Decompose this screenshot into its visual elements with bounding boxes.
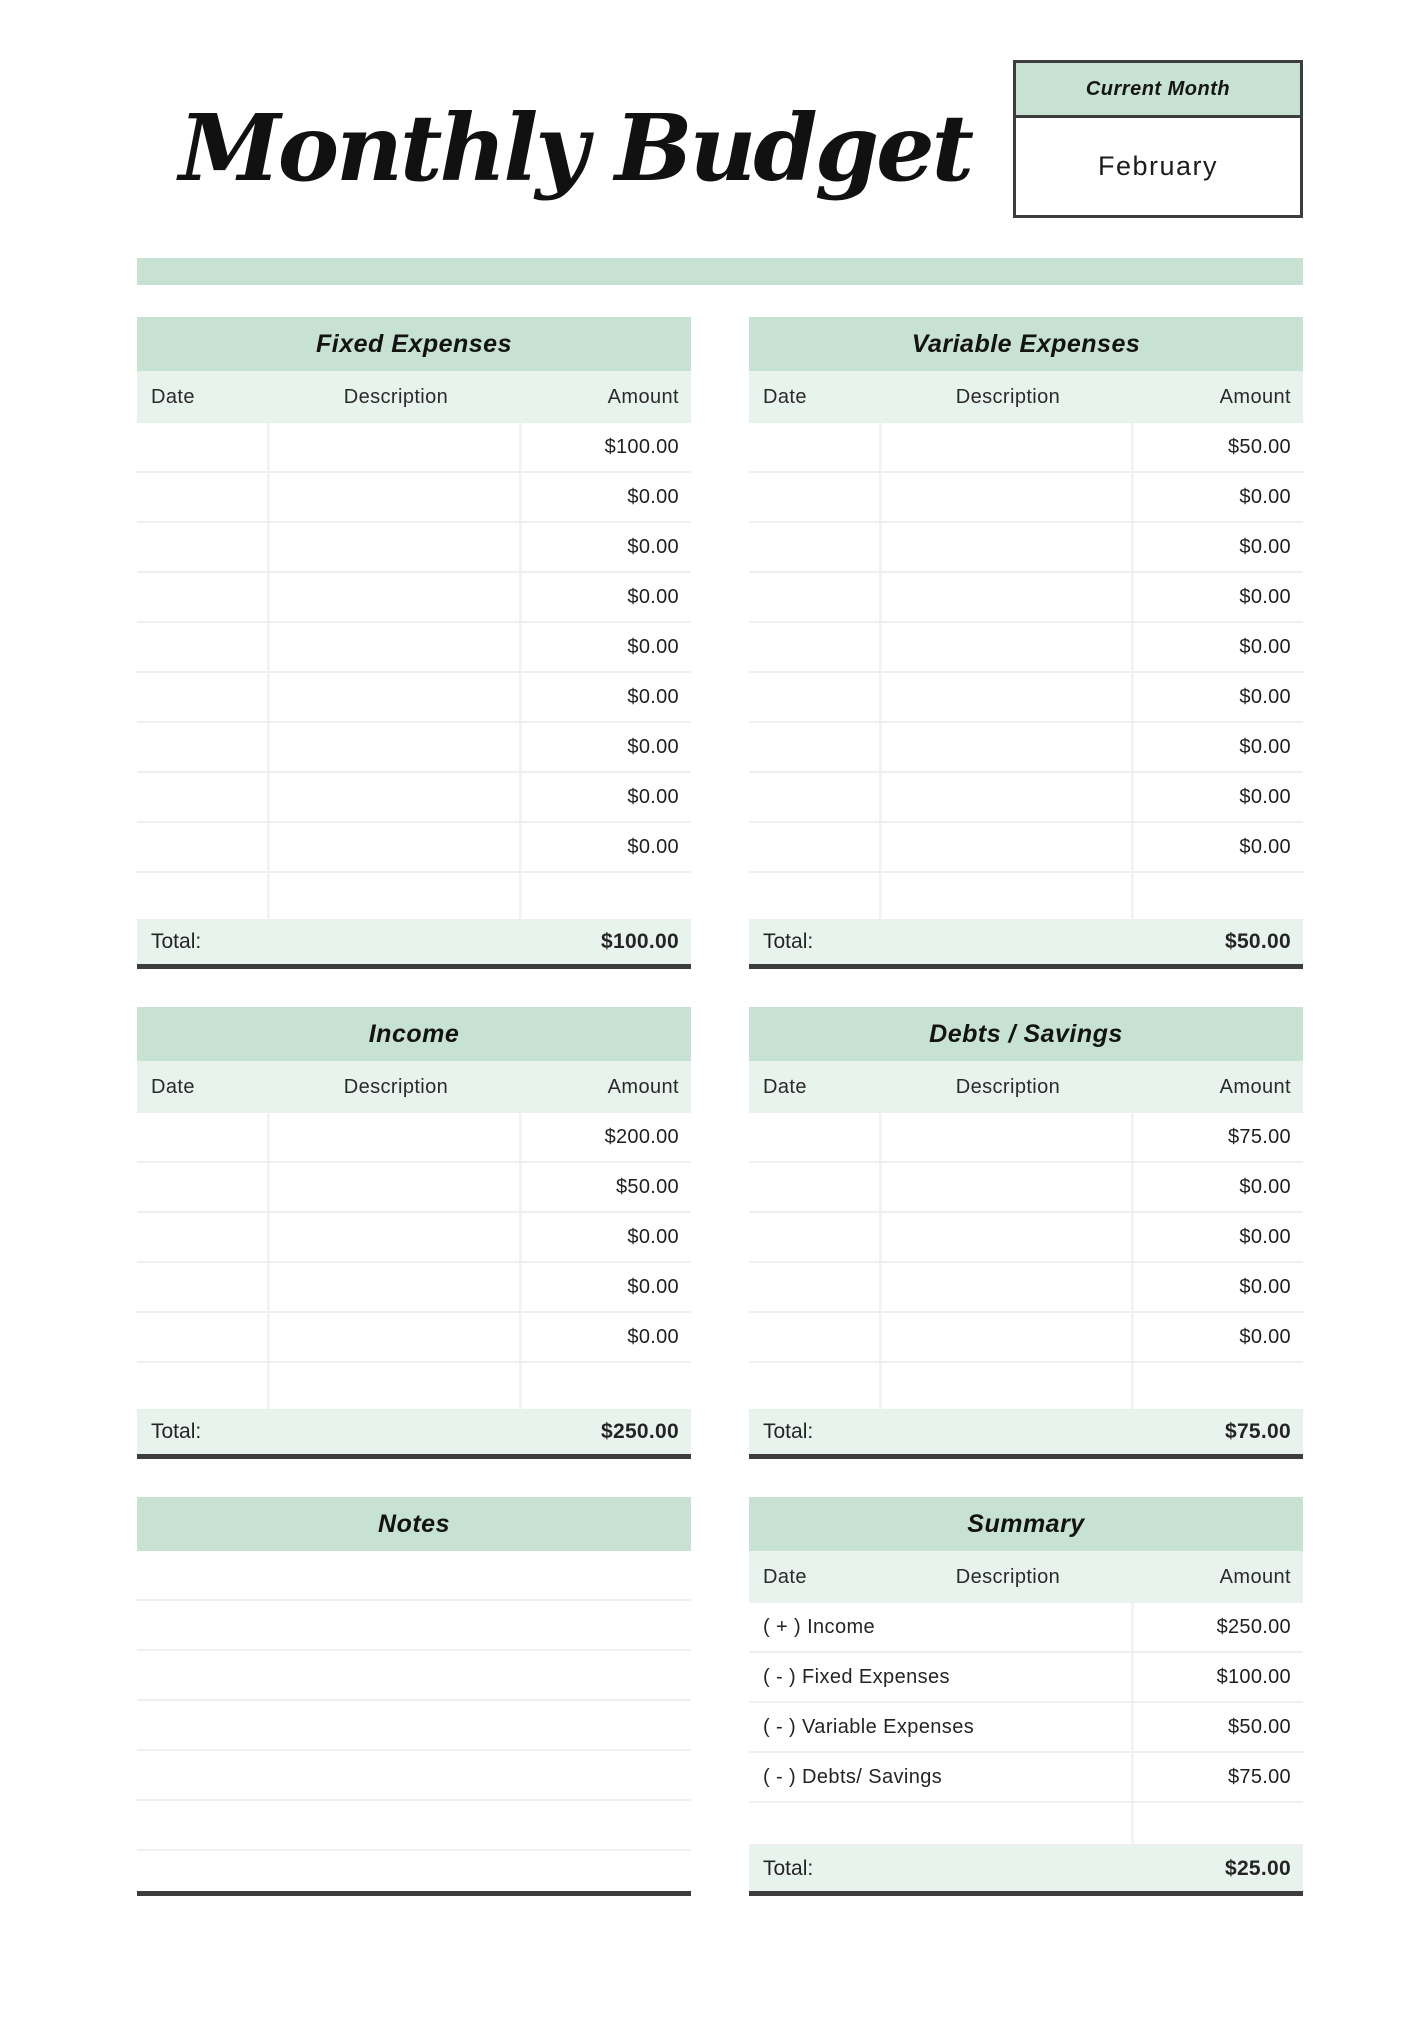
- description-cell[interactable]: [270, 723, 522, 771]
- date-cell[interactable]: [137, 1313, 270, 1361]
- table-row: [137, 1213, 691, 1263]
- total-row: [137, 1409, 691, 1459]
- description-cell[interactable]: [882, 573, 1134, 621]
- table-row: [749, 673, 1303, 723]
- date-cell[interactable]: [749, 1163, 882, 1211]
- table-row: [137, 1263, 691, 1313]
- description-column-header: Description: [343, 385, 449, 408]
- note-line[interactable]: [137, 1601, 691, 1651]
- table-subheader: [749, 1551, 1303, 1603]
- fixed-expenses-table: [137, 317, 691, 969]
- section-title: Debts / Savings: [749, 1007, 1303, 1061]
- summary-table: [749, 1497, 1303, 1896]
- amount-cell[interactable]: $0.00: [1239, 735, 1291, 758]
- table-row: [749, 1163, 1303, 1213]
- description-column-header: Description: [955, 1075, 1061, 1098]
- amount-cell[interactable]: [1134, 873, 1303, 919]
- summary-total-amount: $25.00: [1224, 1856, 1291, 1880]
- description-cell[interactable]: [270, 1113, 522, 1161]
- note-line[interactable]: [137, 1751, 691, 1801]
- section-title: Variable Expenses: [749, 317, 1303, 371]
- description-cell[interactable]: [882, 1313, 1134, 1361]
- amount-cell[interactable]: $0.00: [1239, 1225, 1291, 1248]
- date-cell[interactable]: [749, 773, 882, 821]
- amount-column-header: Amount: [1219, 1565, 1291, 1588]
- table-empty-row: [749, 873, 1303, 919]
- divider-bar: [137, 258, 1303, 285]
- summary-row-amount: $100.00: [1216, 1665, 1291, 1688]
- description-cell[interactable]: [882, 1213, 1134, 1261]
- amount-cell[interactable]: $50.00: [616, 1175, 679, 1198]
- table-row: [137, 523, 691, 573]
- amount-cell[interactable]: $50.00: [1228, 435, 1291, 458]
- table-row: [137, 1313, 691, 1363]
- tables-grid: [137, 317, 1303, 1896]
- date-cell[interactable]: [137, 423, 270, 471]
- description-cell[interactable]: [270, 523, 522, 571]
- date-cell[interactable]: [137, 723, 270, 771]
- description-cell[interactable]: [270, 1263, 522, 1311]
- notes-title: Notes: [137, 1497, 691, 1551]
- variable-expenses-table: [749, 317, 1303, 969]
- table-empty-row: [137, 1363, 691, 1409]
- total-amount: $250.00: [600, 1419, 679, 1443]
- date-cell[interactable]: [137, 773, 270, 821]
- amount-cell[interactable]: $0.00: [1239, 785, 1291, 808]
- amount-cell[interactable]: $0.00: [627, 585, 679, 608]
- summary-row-label: ( - ) Variable Expenses: [749, 1703, 1134, 1751]
- date-column-header: Date: [151, 385, 195, 408]
- total-row: [749, 919, 1303, 969]
- amount-cell[interactable]: $0.00: [627, 1325, 679, 1348]
- table-row: [749, 773, 1303, 823]
- notes-lines: [137, 1551, 691, 1896]
- date-cell[interactable]: [137, 523, 270, 571]
- table-row: [749, 1263, 1303, 1313]
- amount-column-header: Amount: [1219, 385, 1291, 408]
- table-row: [749, 1213, 1303, 1263]
- amount-cell[interactable]: $0.00: [1239, 585, 1291, 608]
- table-row: [137, 773, 691, 823]
- table-row: [749, 723, 1303, 773]
- summary-row-amount: [1134, 1803, 1303, 1844]
- table-row: [749, 1113, 1303, 1163]
- table-row: [749, 523, 1303, 573]
- table-row: [749, 823, 1303, 873]
- budget-page: [0, 60, 1424, 1896]
- amount-cell[interactable]: $100.00: [604, 435, 679, 458]
- date-cell[interactable]: [137, 873, 270, 919]
- summary-row: [749, 1653, 1303, 1703]
- description-cell[interactable]: [270, 473, 522, 521]
- date-cell[interactable]: [749, 523, 882, 571]
- total-label: Total:: [151, 1419, 202, 1443]
- summary-row: [749, 1603, 1303, 1653]
- description-cell[interactable]: [882, 1113, 1134, 1161]
- description-cell[interactable]: [882, 473, 1134, 521]
- amount-cell[interactable]: $0.00: [1239, 1175, 1291, 1198]
- current-month-label: Current Month: [1016, 63, 1300, 118]
- description-column-header: Description: [955, 1565, 1061, 1588]
- description-cell[interactable]: [882, 723, 1134, 771]
- summary-row-label: ( + ) Income: [749, 1603, 1134, 1651]
- description-cell[interactable]: [882, 423, 1134, 471]
- note-line[interactable]: [137, 1551, 691, 1601]
- amount-cell[interactable]: $0.00: [1239, 535, 1291, 558]
- table-row: [137, 423, 691, 473]
- date-cell[interactable]: [137, 1263, 270, 1311]
- date-cell[interactable]: [137, 673, 270, 721]
- date-cell[interactable]: [749, 1313, 882, 1361]
- date-column-header: Date: [763, 1565, 807, 1588]
- section-title: Fixed Expenses: [137, 317, 691, 371]
- table-subheader: [749, 371, 1303, 423]
- amount-cell[interactable]: $0.00: [627, 735, 679, 758]
- amount-cell[interactable]: $200.00: [604, 1125, 679, 1148]
- description-cell[interactable]: [882, 623, 1134, 671]
- section-title: Income: [137, 1007, 691, 1061]
- date-cell[interactable]: [749, 1363, 882, 1409]
- note-line[interactable]: [137, 1801, 691, 1851]
- note-line[interactable]: [137, 1851, 691, 1896]
- total-amount: $100.00: [600, 929, 679, 953]
- summary-title: Summary: [749, 1497, 1303, 1551]
- summary-row-amount: $250.00: [1216, 1615, 1291, 1638]
- note-line[interactable]: [137, 1651, 691, 1701]
- summary-total-row: [749, 1846, 1303, 1896]
- description-cell[interactable]: [270, 423, 522, 471]
- total-amount: $50.00: [1224, 929, 1291, 953]
- amount-cell[interactable]: $0.00: [1239, 485, 1291, 508]
- amount-cell[interactable]: [1134, 1363, 1303, 1409]
- current-month-value[interactable]: February: [1097, 151, 1219, 181]
- table-row: [137, 823, 691, 873]
- table-row: [137, 573, 691, 623]
- table-subheader: [137, 1061, 691, 1113]
- amount-cell[interactable]: $0.00: [627, 485, 679, 508]
- date-cell[interactable]: [749, 723, 882, 771]
- description-cell[interactable]: [882, 873, 1134, 919]
- total-label: Total:: [763, 929, 814, 953]
- date-column-header: Date: [763, 385, 807, 408]
- summary-row-label: ( - ) Debts/ Savings: [749, 1753, 1134, 1801]
- total-row: [749, 1409, 1303, 1459]
- description-column-header: Description: [343, 1075, 449, 1098]
- date-column-header: Date: [151, 1075, 195, 1098]
- date-cell[interactable]: [137, 623, 270, 671]
- amount-cell[interactable]: $0.00: [627, 1275, 679, 1298]
- description-cell[interactable]: [882, 823, 1134, 871]
- summary-row-label: ( - ) Fixed Expenses: [749, 1653, 1134, 1701]
- amount-cell[interactable]: $0.00: [1239, 685, 1291, 708]
- date-cell[interactable]: [137, 1163, 270, 1211]
- amount-cell[interactable]: $0.00: [627, 835, 679, 858]
- summary-row: [749, 1753, 1303, 1803]
- table-row: [749, 573, 1303, 623]
- amount-column-header: Amount: [607, 1075, 679, 1098]
- table-subheader: [137, 371, 691, 423]
- summary-row-amount: $50.00: [1228, 1715, 1291, 1738]
- amount-cell[interactable]: $0.00: [627, 1225, 679, 1248]
- table-row: [749, 623, 1303, 673]
- total-label: Total:: [151, 929, 202, 953]
- description-cell[interactable]: [882, 673, 1134, 721]
- date-cell[interactable]: [749, 623, 882, 671]
- table-row: [749, 473, 1303, 523]
- current-month-box: [1013, 60, 1303, 218]
- total-label: Total:: [763, 1856, 814, 1880]
- table-row: [137, 723, 691, 773]
- date-cell[interactable]: [749, 823, 882, 871]
- total-label: Total:: [763, 1419, 814, 1443]
- description-cell[interactable]: [270, 1363, 522, 1409]
- date-cell[interactable]: [749, 1113, 882, 1161]
- description-cell[interactable]: [882, 1163, 1134, 1211]
- table-row: [137, 473, 691, 523]
- description-cell[interactable]: [270, 623, 522, 671]
- description-cell[interactable]: [270, 1313, 522, 1361]
- amount-column-header: Amount: [1219, 1075, 1291, 1098]
- summary-row: [749, 1703, 1303, 1753]
- description-cell[interactable]: [270, 773, 522, 821]
- table-row: [749, 423, 1303, 473]
- description-cell[interactable]: [882, 1363, 1134, 1409]
- date-cell[interactable]: [137, 473, 270, 521]
- table-row: [137, 623, 691, 673]
- description-cell[interactable]: [882, 523, 1134, 571]
- date-cell[interactable]: [749, 423, 882, 471]
- amount-cell[interactable]: $0.00: [627, 635, 679, 658]
- date-cell[interactable]: [749, 573, 882, 621]
- summary-empty-row: [749, 1803, 1303, 1846]
- description-cell[interactable]: [882, 1263, 1134, 1311]
- table-subheader: [749, 1061, 1303, 1113]
- amount-column-header: Amount: [607, 385, 679, 408]
- description-cell[interactable]: [270, 1213, 522, 1261]
- table-empty-row: [137, 873, 691, 919]
- amount-cell[interactable]: $0.00: [627, 785, 679, 808]
- description-cell[interactable]: [270, 673, 522, 721]
- amount-cell[interactable]: $0.00: [1239, 1325, 1291, 1348]
- description-cell[interactable]: [270, 873, 522, 919]
- table-row: [749, 1313, 1303, 1363]
- amount-cell[interactable]: [522, 873, 691, 919]
- table-empty-row: [749, 1363, 1303, 1409]
- notes-section: [137, 1497, 691, 1896]
- amount-cell[interactable]: $0.00: [1239, 835, 1291, 858]
- debts-savings-table: [749, 1007, 1303, 1459]
- table-row: [137, 1163, 691, 1213]
- description-cell[interactable]: [270, 1163, 522, 1211]
- total-amount: $75.00: [1224, 1419, 1291, 1443]
- total-row: [137, 919, 691, 969]
- table-row: [137, 673, 691, 723]
- amount-cell[interactable]: $0.00: [627, 685, 679, 708]
- amount-cell[interactable]: [522, 1363, 691, 1409]
- date-column-header: Date: [763, 1075, 807, 1098]
- date-cell[interactable]: [137, 1213, 270, 1261]
- date-cell[interactable]: [749, 673, 882, 721]
- description-cell[interactable]: [882, 773, 1134, 821]
- date-cell[interactable]: [137, 1113, 270, 1161]
- date-cell[interactable]: [749, 1213, 882, 1261]
- summary-row-label: [749, 1803, 1134, 1844]
- page-header: [137, 60, 1303, 218]
- income-table: [137, 1007, 691, 1459]
- page-title: Monthly Budget: [178, 94, 972, 202]
- description-column-header: Description: [955, 385, 1061, 408]
- description-cell[interactable]: [270, 823, 522, 871]
- date-cell[interactable]: [137, 1363, 270, 1409]
- table-row: [137, 1113, 691, 1163]
- date-cell[interactable]: [749, 873, 882, 919]
- date-cell[interactable]: [137, 573, 270, 621]
- date-cell[interactable]: [749, 1263, 882, 1311]
- amount-cell[interactable]: $0.00: [627, 535, 679, 558]
- description-cell[interactable]: [270, 573, 522, 621]
- date-cell[interactable]: [749, 473, 882, 521]
- amount-cell[interactable]: $0.00: [1239, 1275, 1291, 1298]
- amount-cell[interactable]: $0.00: [1239, 635, 1291, 658]
- note-line[interactable]: [137, 1701, 691, 1751]
- date-cell[interactable]: [137, 823, 270, 871]
- summary-row-amount: $75.00: [1228, 1765, 1291, 1788]
- amount-cell[interactable]: $75.00: [1228, 1125, 1291, 1148]
